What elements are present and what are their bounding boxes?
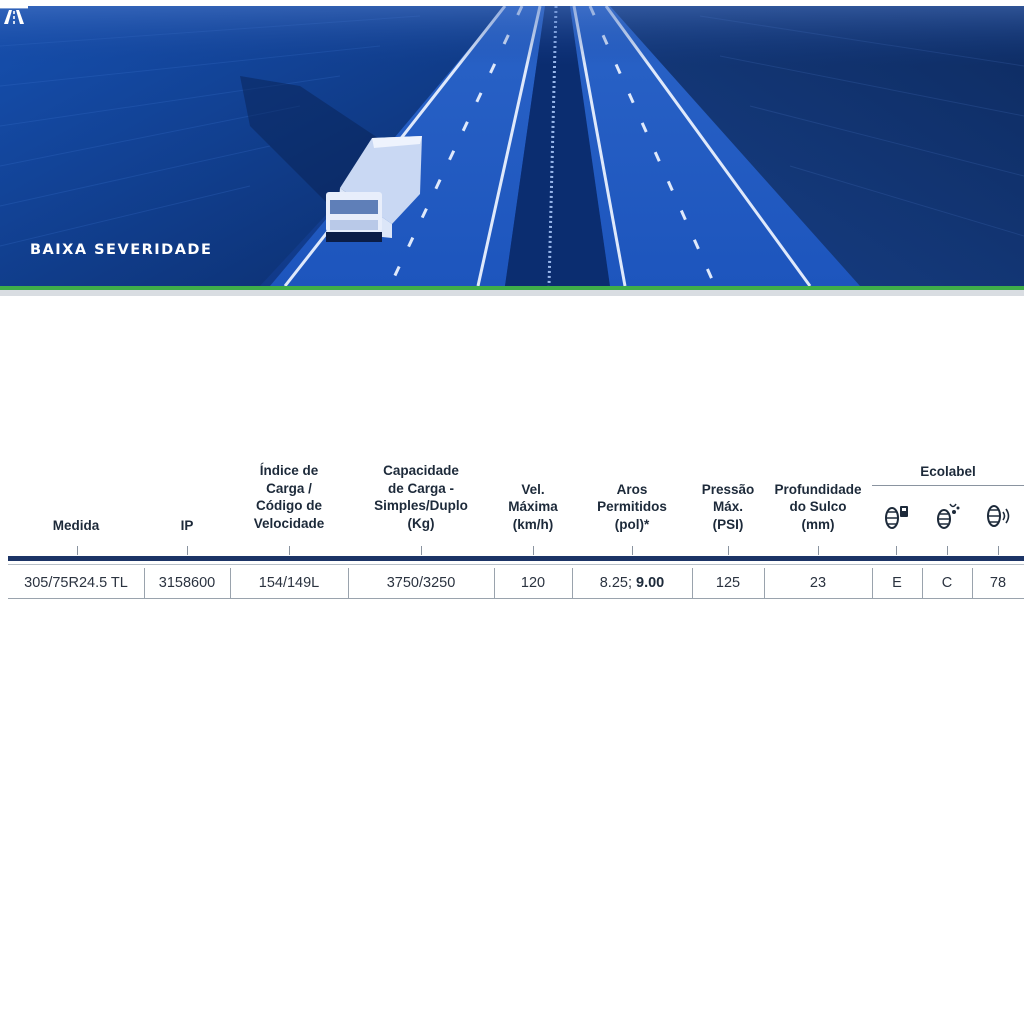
highway-icon (0, 6, 28, 24)
header-tick (187, 546, 188, 555)
cell-eco-noise: 78 (989, 575, 1007, 591)
cell-pressao: 125 (715, 575, 741, 591)
cell-indice: 154/149L (258, 575, 320, 591)
header-tick (818, 546, 819, 555)
cell-medida: 305/75R24.5 TL (24, 575, 128, 591)
cell-ip: 3158600 (158, 575, 216, 591)
cell-capacidade: 3750/3250 (386, 575, 456, 591)
header-tick (896, 546, 897, 555)
banner-title: BAIXA SEVERIDADE (30, 242, 213, 258)
cell-profundidade: 23 (809, 575, 827, 591)
banner-divider (0, 290, 1024, 296)
col-header-capacidade: Capacidade de Carga - Simples/Duplo (Kg) (374, 463, 468, 531)
cell-vel: 120 (520, 575, 546, 591)
aros-bold: 9.00 (636, 575, 665, 591)
hero-banner (0, 6, 1024, 286)
aros-normal: 8.25; (599, 575, 637, 591)
col-header-ip: IP (180, 517, 194, 533)
col-header-profundidade: Profundidade do Sulco (mm) (774, 481, 862, 532)
col-header-indice: Índice de Carga / Código de Velocidade (253, 463, 325, 531)
cell-eco-fuel: E (892, 575, 902, 591)
col-header-ecolabel: Ecolabel (920, 463, 976, 479)
ecolabel-group-line (872, 485, 1024, 486)
noise-icon (984, 500, 1014, 530)
header-tick (947, 546, 948, 555)
row-bottom-rule (8, 598, 1024, 599)
wet-grip-icon (932, 500, 962, 530)
header-tick (533, 546, 534, 555)
header-tick (998, 546, 999, 555)
header-subrule (8, 564, 1024, 565)
header-tick (421, 546, 422, 555)
col-header-vel: Vel. Máxima (km/h) (508, 481, 558, 532)
cell-aros (572, 568, 692, 598)
header-tick (289, 546, 290, 555)
col-header-medida: Medida (52, 517, 100, 533)
cell-eco-grip: C (941, 575, 953, 591)
header-tick (632, 546, 633, 555)
header-rule (8, 556, 1024, 561)
col-header-aros: Aros Permitidos (pol)* (597, 481, 667, 532)
fuel-efficiency-icon (882, 500, 912, 530)
header-tick (77, 546, 78, 555)
col-header-pressao: Pressão Máx. (PSI) (701, 481, 755, 532)
header-tick (728, 546, 729, 555)
